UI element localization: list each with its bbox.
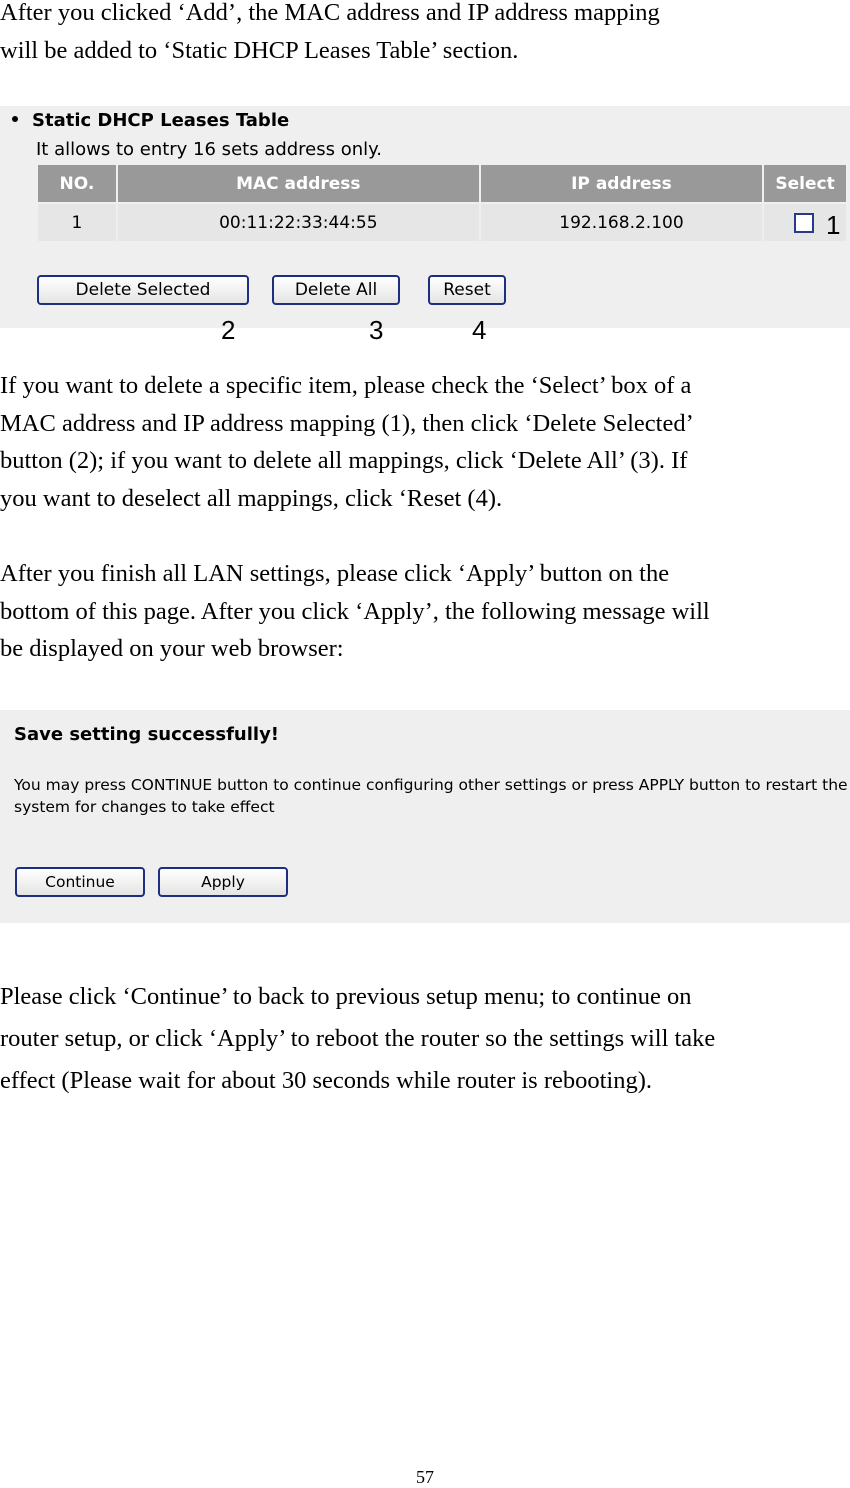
save-success-message: You may press CONTINUE button to continue configuring other settings or press APPLY button to restart the system for changes to take effect bbox=[14, 776, 848, 816]
callout-1: 1 bbox=[826, 210, 841, 240]
table-header-row bbox=[38, 165, 846, 202]
intro-paragraph bbox=[0, 0, 850, 69]
delete-all-button[interactable]: Delete All bbox=[272, 275, 400, 305]
col-header-mac: MAC address bbox=[118, 165, 479, 202]
section-subtitle: It allows to entry 16 sets address only. bbox=[36, 139, 382, 160]
callout-4: 4 bbox=[472, 315, 487, 345]
bullet-icon bbox=[12, 116, 18, 122]
reset-button[interactable]: Reset bbox=[428, 275, 506, 305]
select-checkbox[interactable] bbox=[794, 213, 814, 233]
leases-table bbox=[36, 163, 848, 243]
delete-selected-button[interactable]: Delete Selected bbox=[37, 275, 249, 305]
text-line: After you clicked ‘Add’, the MAC address and IP address mapping bbox=[0, 0, 660, 26]
text-line: button (2); if you want to delete all mappings, click ‘Delete All’ (3). If bbox=[0, 447, 688, 474]
col-header-ip: IP address bbox=[481, 165, 762, 202]
text-line: MAC address and IP address mapping (1), then click ‘Delete Selected’ bbox=[0, 409, 694, 437]
continue-apply-paragraph bbox=[0, 976, 850, 1102]
col-header-no: NO. bbox=[38, 165, 116, 202]
cell-ip: 192.168.2.100 bbox=[481, 204, 762, 241]
static-dhcp-leases-screenshot bbox=[0, 106, 850, 328]
delete-instructions-paragraph bbox=[0, 367, 850, 517]
text-line: If you want to delete a specific item, please check the ‘Select’ box of a bbox=[0, 372, 692, 399]
page-number: 57 bbox=[416, 1467, 434, 1487]
cell-mac: 00:11:22:33:44:55 bbox=[118, 204, 479, 241]
text-line: you want to deselect all mappings, click ‘Reset (4). bbox=[0, 484, 503, 512]
callout-3: 3 bbox=[369, 315, 384, 345]
text-line: will be added to ‘Static DHCP Leases Table’ section. bbox=[0, 36, 519, 64]
save-success-title: Save setting successfully! bbox=[14, 724, 280, 745]
apply-button[interactable]: Apply bbox=[158, 867, 288, 897]
continue-button[interactable]: Continue bbox=[15, 867, 145, 897]
text-line: effect (Please wait for about 30 seconds while router is rebooting). bbox=[0, 1067, 653, 1094]
text-line: After you finish all LAN settings, please click ‘Apply’ button on the bbox=[0, 560, 670, 587]
text-line: be displayed on your web browser: bbox=[0, 635, 344, 662]
table-row bbox=[38, 204, 846, 241]
cell-no: 1 bbox=[38, 204, 116, 241]
apply-instructions-paragraph bbox=[0, 555, 850, 668]
section-title: Static DHCP Leases Table bbox=[12, 110, 289, 131]
text-line: bottom of this page. After you click ‘Apply’, the following message will bbox=[0, 597, 710, 625]
save-success-screenshot bbox=[0, 710, 850, 923]
callout-2: 2 bbox=[221, 315, 236, 345]
text-line: Please click ‘Continue’ to back to previous setup menu; to continue on bbox=[0, 983, 692, 1010]
text-line: router setup, or click ‘Apply’ to reboot the router so the settings will take bbox=[0, 1025, 716, 1052]
col-header-select: Select bbox=[764, 165, 846, 202]
